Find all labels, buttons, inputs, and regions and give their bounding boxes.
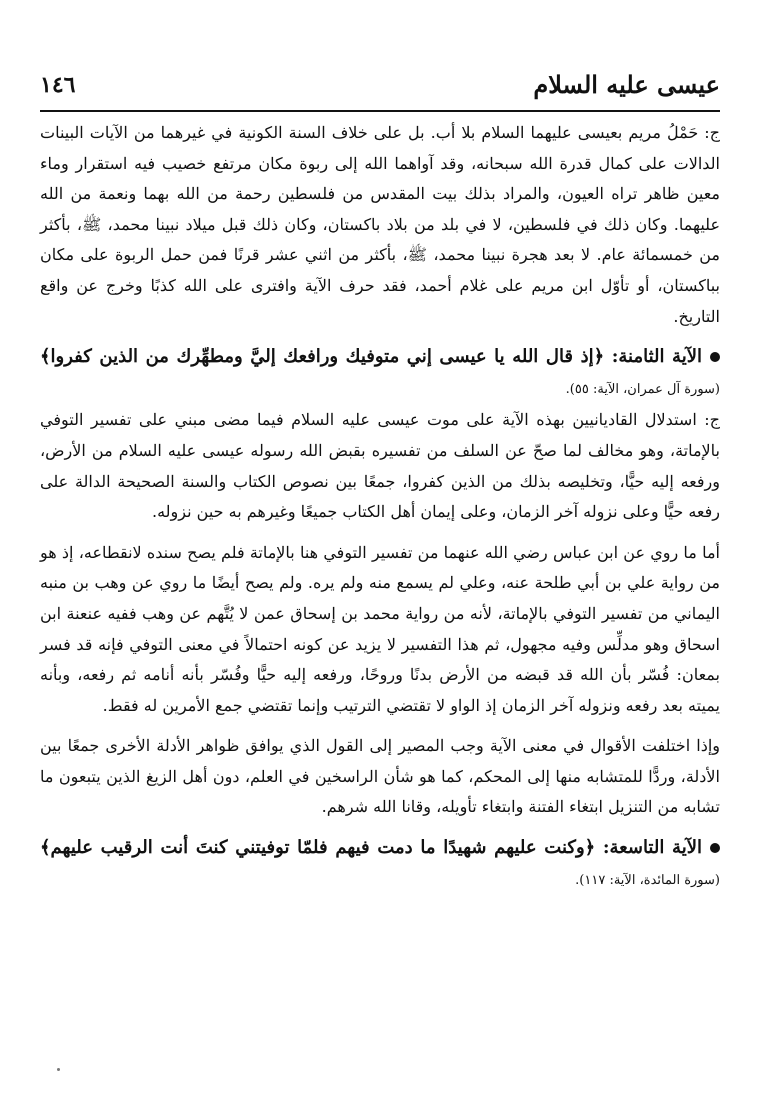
- chapter-title: عيسى عليه السلام: [533, 70, 720, 99]
- paragraph-3: أما ما روي عن ابن عباس رضي الله عنهما من تفسير التوفي هنا بالإماتة فلم يصح سنده لانقطاعه، إذ هو من رواية علي بن أبي طلحة عنه، وعلي لم يسمع منه ولم يره. ولم يصح أيضًا ما روي عن وهب بن منبه اليماني من تفسير التوفي بالإماتة، لأنه من رواية محمد بن إسحاق عمن لا يُتَّهم عن وهب ففيه عنعنة ابن اسحاق وهو مدلِّس وفيه مجهول، ثم هذا التفسير لا يزيد عن كونه احتمالاً في معنى التوفي فإنه قد فسر بمعان: فُسّر بأن الله قد قبضه من الأرض بدنًا وروحًا، ورفعه إليه حيًّا وفُسّر بأنه أنامه ثم رفعه، وبأنه يميته بعد رفعه ونزوله آخر الزمان إذ الواو لا تقتضي الترتيب وإنما تقتضي جمع الأمرين له فقط.: [40, 542, 721, 715]
- verse-eight-block: [40, 342, 720, 405]
- page-number: ١٤٦: [40, 72, 76, 98]
- bullet-icon: [710, 843, 720, 853]
- verse-nine-label: الآية التاسعة:: [602, 837, 702, 859]
- verse-nine-reference: (سورة المائدة، الآية: ١١٧).: [575, 872, 720, 888]
- running-header: [40, 70, 720, 104]
- paragraph-4: وإذا اختلفت الأقوال في معنى الآية وجب المصير إلى القول الذي يوافق ظواهر الأدلة الأخرى جمعًا بين الأدلة، وردًّا للمتشابه منها إلى المحكم، كما هو شأن الراسخين في العلم، دون أهل الزيغ الذين يتبعون ما تشابه من التنزيل ابتغاء الفتنة وابتغاء تأويله، وقانا الله شرهم.: [40, 736, 720, 817]
- verse-eight-reference: (سورة آل عمران، الآية: ٥٥).: [565, 381, 720, 397]
- verse-nine-text: ﴿وكنت عليهم شهيدًا ما دمت فيهم فلمّا توفيتني كنتَ أنت الرقيب عليهم﴾: [40, 837, 596, 859]
- page-body: [40, 118, 720, 896]
- answer-paragraph-2: ج: استدلال القاديانيين بهذه الآية على موت عيسى عليه السلام فيما مضى مبني على تفسير التوفي بالإماتة، وهو مخالف لما صحّ عن السلف من تفسيره بقبض الله رسوله عيسى عليه السلام من الأرض، ورفعه إليه حيًّا، وتخليصه بذلك من الذين كفروا، جمعًا بين نصوص الكتاب والسنة الصحيحة الدالة على رفعه حيًّا وعلى نزوله آخر الزمان، وعلى إيمان أهل الكتاب جميعًا وغيرهم به حين نزوله.: [40, 410, 721, 522]
- scan-speck: [57, 1068, 60, 1071]
- verse-nine-block: [40, 833, 720, 896]
- answer-paragraph-1: ج: حَمْلُ مريم بعيسى عليهما السلام بلا أب. بل على خلاف السنة الكونية في غيرهما من الآيات البينات الدالات على كمال قدرة الله سبحانه، وقد آواهما الله إلى ربوة مكان مرتفع خصيب فيه استقرار وماء معين ظاهر تراه العيون، والمراد بذلك بيت المقدس من فلسطين رحمة من الله بهما ونعمة من الله عليهما. وكان ذلك في فلسطين، لا في بلد من بلاد باكستان، وكان ذلك قبل ميلاد نبينا محمد، ﷺ، بأكثر من خمسمائة عام. لا بعد هجرة نبينا محمد، ﷺ، بأكثر من اثني عشر قرنًا فمن حمل الربوة على مكان بباكستان، أو تأوّل ابن مريم على غلام أحمد، فقد حرف الآية وافترى على الله كذبًا وخرج عن واقع التاريخ.: [40, 123, 720, 326]
- verse-eight-text: ﴿إذ قال الله يا عيسى إني متوفيك ورافعك إليَّ ومطهِّرك من الذين كفروا﴾: [40, 346, 605, 368]
- header-rule: [40, 110, 720, 112]
- bullet-icon: [710, 352, 720, 362]
- verse-eight-label: الآية الثامنة:: [611, 346, 702, 368]
